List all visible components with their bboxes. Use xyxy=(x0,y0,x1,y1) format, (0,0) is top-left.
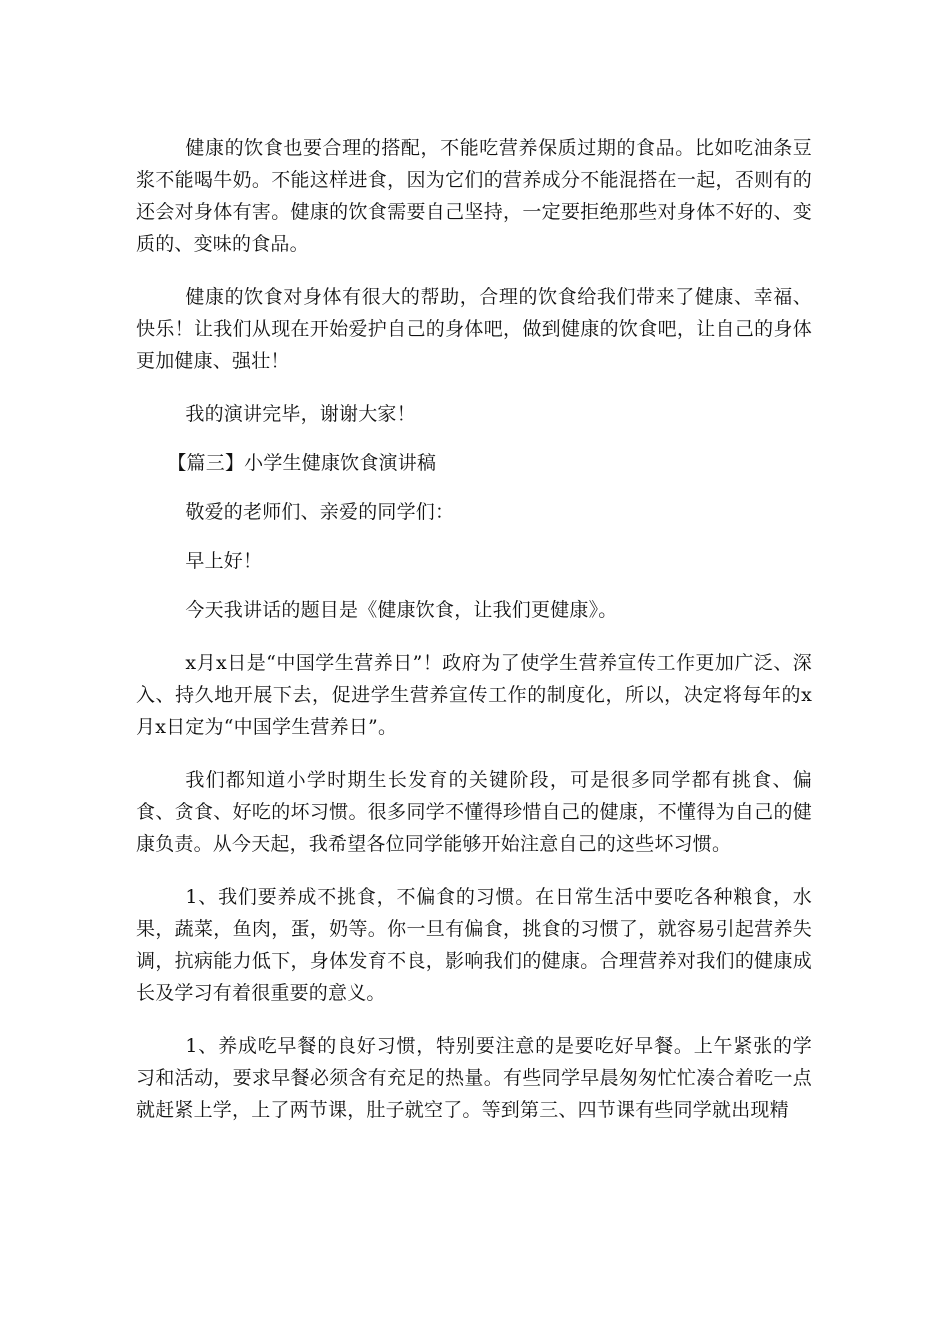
paragraph-bad-habits: 我们都知道小学时期生长发育的关键阶段，可是很多同学都有挑食、偏食、贪食、好吃的坏习惯。很多同学不懂得珍惜自己的健康，不懂得为自己的健康负责。从今天起，我希望各位同学能够开始注意自己的这些坏习惯。 xyxy=(136,769,812,855)
paragraph-closing: 我的演讲完毕，谢谢大家！ xyxy=(185,403,416,425)
paragraph-speech-topic: 今天我讲话的题目是《健康饮食，让我们更健康》。 xyxy=(185,599,618,621)
document-body xyxy=(136,132,812,1147)
paragraph-greeting-audience: 敬爱的老师们、亲爱的同学们： xyxy=(185,501,455,523)
paragraph-no-picky-eating: 1、我们要养成不挑食，不偏食的习惯。在日常生活中要吃各种粮食，水果，蔬菜，鱼肉，蛋，奶等。你一旦有偏食，挑食的习惯了，就容易引起营养失调，抗病能力低下，身体发育不良，影响我们的健康。合理营养对我们的健康成长及学习有着很重要的意义。 xyxy=(136,886,812,1004)
paragraph-healthy-pairing: 健康的饮食也要合理的搭配，不能吃营养保质过期的食品。比如吃油条豆浆不能喝牛奶。不能这样进食，因为它们的营养成分不能混搭在一起，否则有的还会对身体有害。健康的饮食需要自己坚持，一定要拒绝那些对身体不好的、变质的、变味的食品。 xyxy=(136,137,812,255)
section-heading: 【篇三】小学生健康饮食演讲稿 xyxy=(167,452,437,474)
paragraph-good-morning: 早上好！ xyxy=(185,550,263,572)
paragraph-breakfast-habit: 1、养成吃早餐的良好习惯，特别要注意的是要吃好早餐。上午紧张的学习和活动，要求早餐必须含有充足的热量。有些同学早晨匆匆忙忙凑合着吃一点就赶紧上学，上了两节课，肚子就空了。等到第三、四节课有些同学就出现精 xyxy=(136,1035,812,1121)
paragraph-healthy-benefits: 健康的饮食对身体有很大的帮助，合理的饮食给我们带来了健康、幸福、快乐！让我们从现在开始爱护自己的身体吧，做到健康的饮食吧，让自己的身体更加健康、强壮！ xyxy=(136,286,812,372)
paragraph-nutrition-day: x月x日是“中国学生营养日”！政府为了使学生营养宣传工作更加广泛、深入、持久地开展下去，促进学生营养宣传工作的制度化，所以，决定将每年的x月x日定为“中国学生营养日”。 xyxy=(136,652,812,738)
